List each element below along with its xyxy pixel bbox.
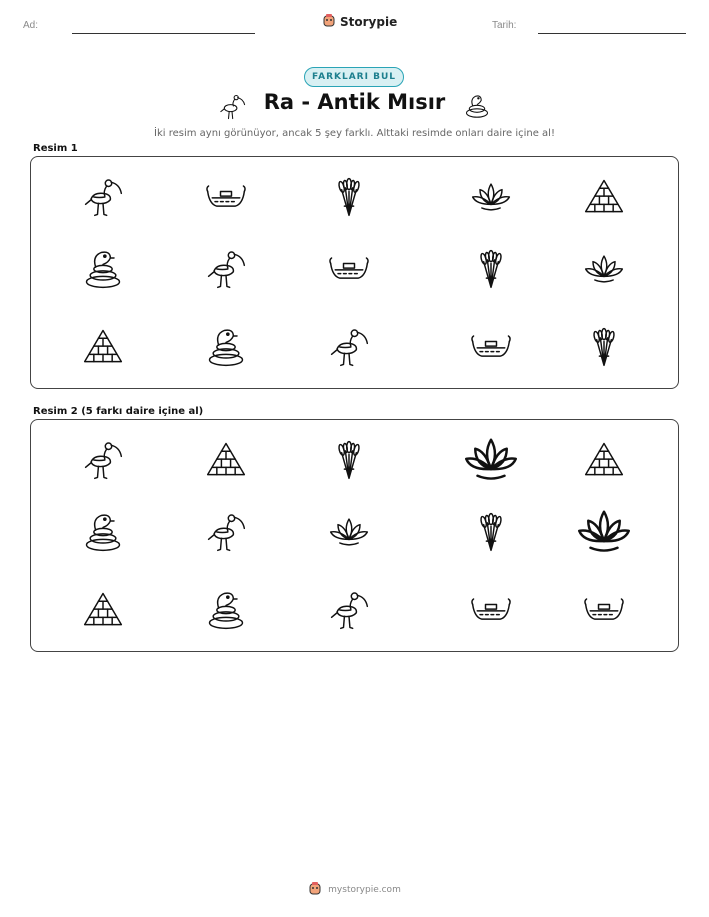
storypie-mascot-icon [308,881,322,898]
ibis-icon[interactable] [196,507,256,557]
pyramid-icon[interactable] [196,435,256,485]
snake-icon [196,322,256,372]
picture1-label: Resim 1 [33,143,78,154]
picture1-panel [30,156,679,389]
instruction-text: İki resim aynı görünüyor, ancak 5 şey farklı. Alttaki resimde onları daire içine al! [154,128,555,139]
lotus-icon[interactable] [319,507,379,557]
storypie-mascot-icon [322,13,336,30]
date-label: Tarih: [492,20,517,31]
wheat-icon[interactable] [461,507,521,557]
footer-url: mystorypie.com [328,884,401,895]
lotus-icon [574,244,634,294]
wheat-icon [574,322,634,372]
brand-name: Storypie [340,14,398,29]
boat-icon [319,244,379,294]
boat-icon[interactable] [461,585,521,635]
ibis-icon[interactable] [73,435,133,485]
boat-icon [196,172,256,222]
lotus-icon [461,172,521,222]
name-label: Ad: [23,20,39,31]
snake-icon [463,92,491,120]
ibis-icon [73,172,133,222]
picture2-label: Resim 2 (5 farkı daire içine al) [33,406,204,417]
snake-icon[interactable] [73,507,133,557]
pyramid-icon[interactable] [73,585,133,635]
picture2-panel[interactable] [30,419,679,652]
picture2-grid [31,420,678,651]
pyramid-icon [574,172,634,222]
wheat-icon[interactable] [319,435,379,485]
pyramid-icon [73,322,133,372]
picture1-grid [31,157,678,388]
lotus-icon-large[interactable] [461,435,521,485]
snake-icon [73,244,133,294]
ibis-icon [319,322,379,372]
name-line[interactable] [72,33,255,34]
boat-icon[interactable] [574,585,634,635]
wheat-icon [319,172,379,222]
page-title: Ra - Antik Mısır [263,90,446,114]
ibis-icon[interactable] [319,585,379,635]
pyramid-icon[interactable] [574,435,634,485]
ibis-icon [196,244,256,294]
wheat-icon [461,244,521,294]
boat-icon [461,322,521,372]
date-line[interactable] [538,33,686,34]
brand-logo [322,13,397,30]
footer [0,881,709,898]
snake-icon[interactable] [196,585,256,635]
lotus-icon-large[interactable] [574,507,634,557]
activity-badge: FARKLARI BUL [304,67,404,87]
